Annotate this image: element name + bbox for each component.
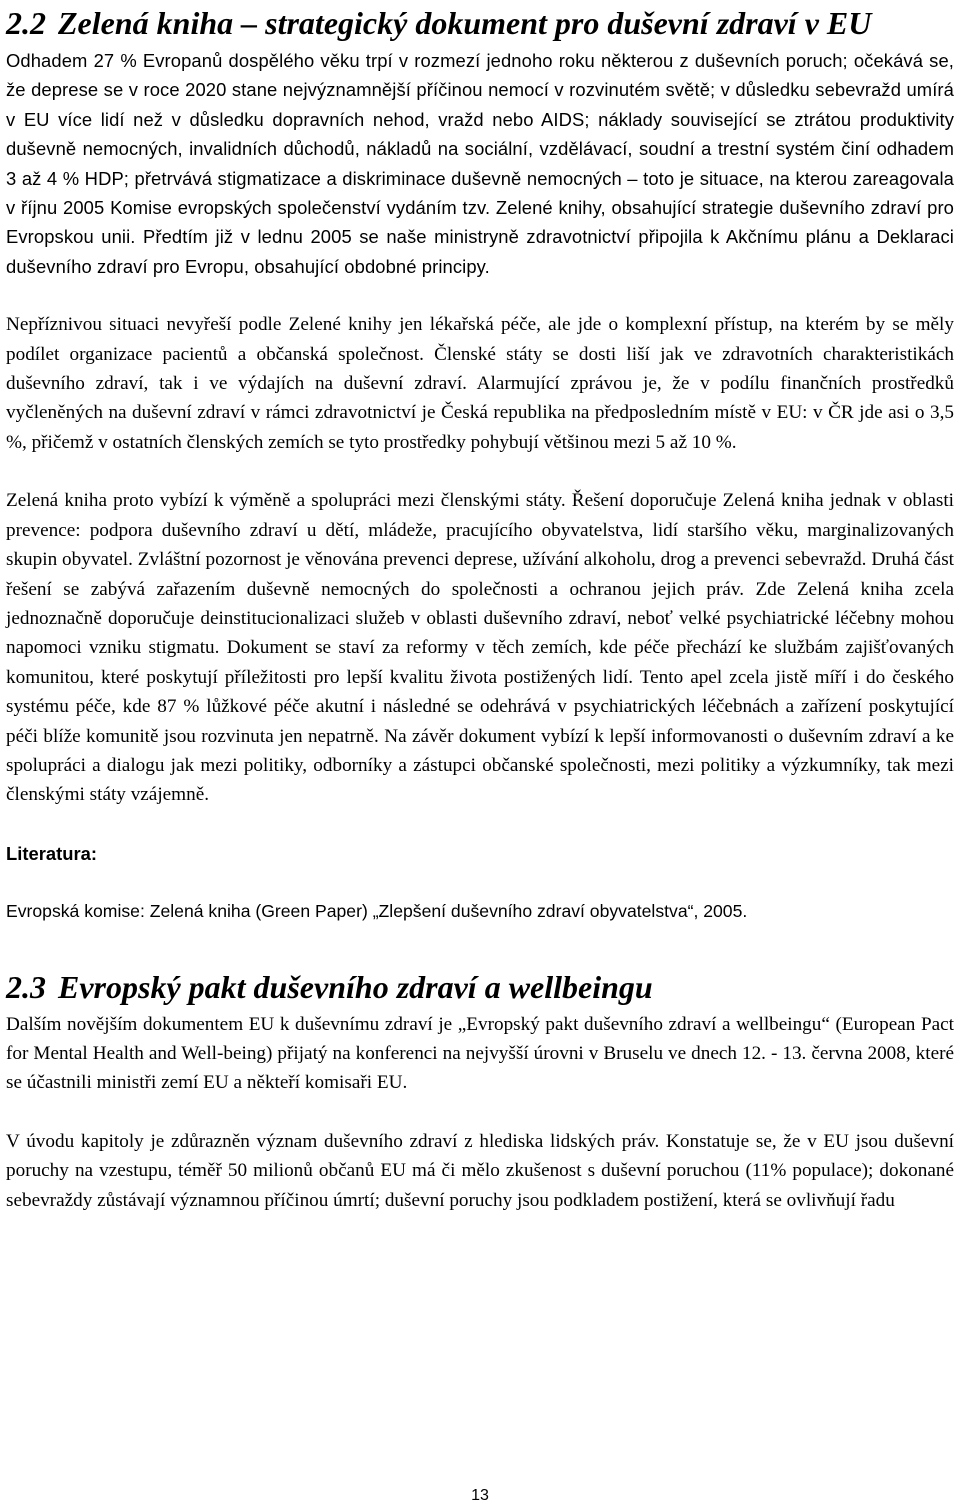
paragraph-gap: [6, 810, 954, 839]
paragraph-pact-intro: Dalším novějším dokumentem EU k duševnímu zdraví je „Evropský pakt duševního zdraví a wellbeingu“ (European Pact for Mental Health and Well-being) přijatý na konferenci na nejvyšší úrovni v Bruselu ve dnech 12. - 13. června 2008, které se účastnili ministři zemí EU a někteří komisaři EU.: [6, 1013, 954, 1094]
page-number: 13: [471, 1487, 489, 1504]
section-heading-text: [6, 968, 954, 1006]
paragraph-gap: [6, 457, 954, 486]
paragraph-gap: [6, 1098, 954, 1127]
section-title: Evropský pakt duševního zdraví a wellbeingu: [58, 968, 653, 1005]
literature-reference: Evropská komise: Zelená kniha (Green Paper) „Zlepšení duševního zdraví obyvatelstva“, 2005.: [6, 901, 748, 922]
section-title: Zelená kniha – strategický dokument pro duševní zdraví v EU: [58, 5, 872, 41]
paragraph-pact-chapter-intro: V úvodu kapitoly je zdůrazněn význam duševního zdraví z hlediska lidských práv. Konstatuje se, že v EU jsou duševní poruchy na vzestupu, téměř 50 milionů občanů EU má či mělo zkušenost s duševní poruchou (11% populace); dokonané sebevraždy zůstávají významnou příčinou úmrtí; duševní poruchy jsou podkladem postižení, která se ovlivňují řadu: [6, 1130, 954, 1211]
section-heading-2-3: [6, 968, 954, 1010]
page-content: [6, 4, 954, 1215]
paragraph-green-paper-intro: Odhadem 27 % Evropanů dospělého věku trpí v rozmezí jednoho roku některou z duševních poruch; očekává se, že deprese se v roce 2020 stane nejvýznamnější příčinou nemocí v rozvinutém světě; v důsledku sebevražd umírá v EU více lidí než v důsledku dopravních nehod, vražd nebo AIDS; náklady související se ztrátou produktivity duševně nemocných, invalidních důchodů, nákladů na sociální, vzdělávací, soudní a trestní systém činí odhadem 3 až 4 % HDP; přetrvává stigmatizace a diskriminace duševně nemocných – toto je situace, na kterou zareagovala v říjnu 2005 Komise evropských společenství vydáním tzv. Zelené knihy, obsahující strategie duševního zdraví pro Evropskou unii. Předtím již v lednu 2005 se naše ministryně zdravotnictví připojila k Akčnímu plánu a Deklaraci duševního zdraví pro Evropu, obsahující obdobné principy.: [6, 50, 954, 277]
section-heading-2-2: [6, 4, 954, 46]
paragraph-green-paper-recommendations: Zelená kniha proto vybízí k výměně a spolupráci mezi členskými státy. Řešení doporučuje Zelená kniha jednak v oblasti prevence: podpora duševního zdraví u dětí, mládeže, pracujícího obyvatelstva, lidí staršího věku, marginalizovaných skupin obyvatel. Zvláštní pozornost je věnována prevenci deprese, užívání alkoholu, drog a prevenci sebevražd. Druhá část řešení se zabývá zařazením duševně nemocných do společnosti a ochranou jejich práv. Zde Zelená kniha zcela jednoznačně doporučuje deinstitucionalizaci služeb v oblasti duševního zdraví, neboť velké psychiatrické léčebny mohou napomoci vzniku stigmatu. Dokument se staví za reformy v těch zemích, kde péče přechází ke službám zajišťovaných komunitou, které poskytují příležitosti pro lepší kvalitu života postižených lidí. Tento apel zcela jistě míří i do českého systému péče, kde 87 % lůžkové péče akutní i následné se odehrává v psychiatrických léčebnách a zařízení poskytující péči blíže komunitě jsou rozvinuta jen nepatrně. Na závěr dokument vybízí k lepší informovanosti o duševním zdraví a ke spolupráci a dialogu jak mezi politiky, odborníky a zástupci občanské společnosti, mezi politiky a výzkumníky, tak mezi členskými státy vzájemně.: [6, 490, 954, 806]
paragraph-gap: [6, 281, 954, 310]
paragraph-green-paper-approach: Nepříznivou situaci nevyřeší podle Zelené knihy jen lékařská péče, ale jde o komplexní přístup, na kterém by se měly podílet organizace pacientů a občanská společnost. Členské státy se dosti liší jak ve zdravotních charakteristikách duševního zdraví, tak i ve výdajích na duševní zdraví. Alarmující zprávou je, že v podílu finančních prostředků vyčleněných na duševní zdraví v rámci zdravotnictví je Česká republika na předposledním místě v EU: v ČR jde asi o 3,5 %, přičemž v ostatních členských zemích se tyto prostředky pohybují většinou mezi 5 až 10 %.: [6, 314, 954, 453]
section-number: 2.3: [6, 968, 46, 1005]
section-number: 2.2: [6, 5, 46, 41]
paragraph-gap: [6, 868, 954, 897]
literature-heading: Literatura:: [6, 842, 97, 864]
section-heading-text: [6, 4, 954, 42]
